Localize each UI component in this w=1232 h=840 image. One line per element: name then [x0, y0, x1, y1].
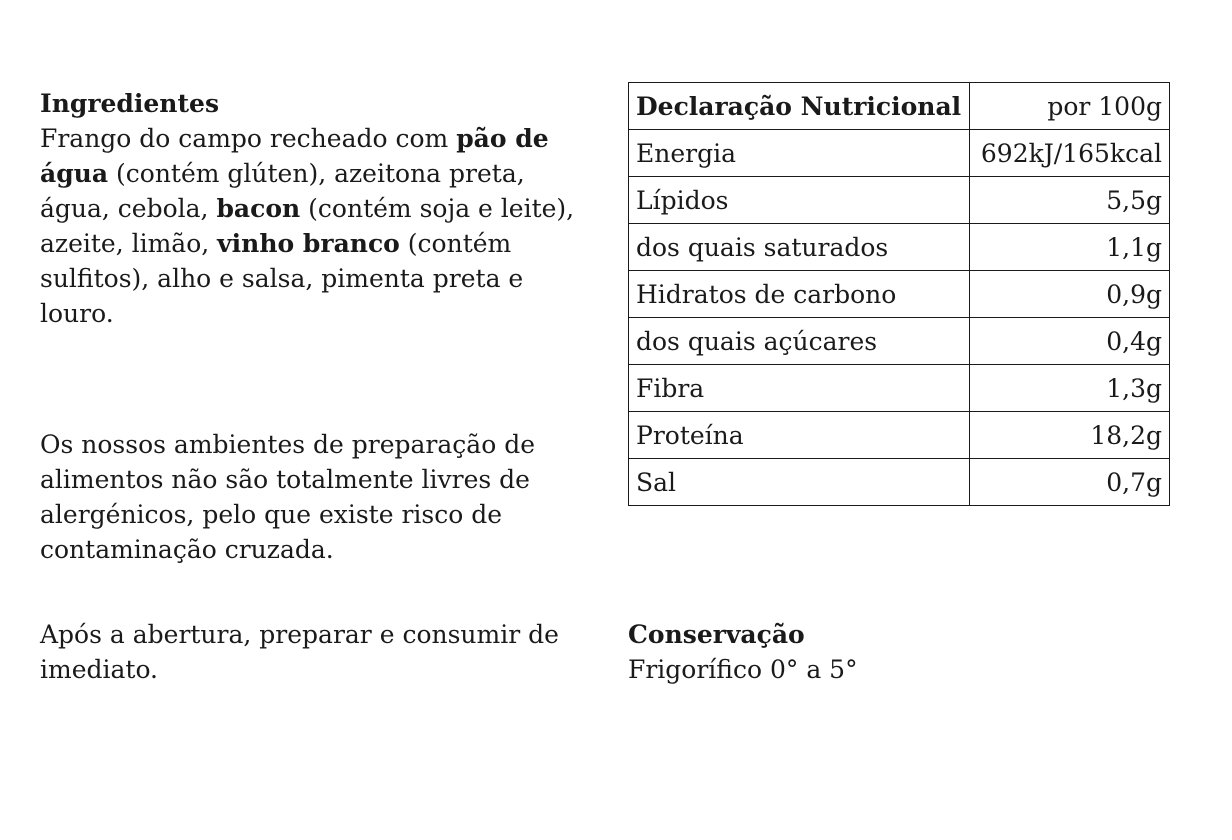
nutrient-value: 5,5g	[970, 177, 1170, 224]
nutrition-row	[629, 365, 1170, 412]
nutrition-table	[628, 82, 1170, 506]
opening-note: Após a abertura, preparar e consumir de imediato.	[40, 620, 559, 684]
nutrition-row	[629, 459, 1170, 506]
nutrient-label: dos quais açúcares	[629, 318, 970, 365]
nutrition-row	[629, 177, 1170, 224]
allergen-highlight: vinho branco	[217, 229, 400, 258]
nutrition-row	[629, 412, 1170, 459]
nutrition-row	[629, 224, 1170, 271]
nutrition-row	[629, 318, 1170, 365]
nutrient-value: 0,4g	[970, 318, 1170, 365]
nutrient-label: Fibra	[629, 365, 970, 412]
allergen-highlight: bacon	[216, 194, 301, 223]
allergen-highlight: pão de água	[40, 124, 549, 188]
nutrition-header-row	[629, 83, 1170, 130]
nutrition-header-label: Declaração Nutricional	[629, 83, 970, 130]
nutrient-value: 0,7g	[970, 459, 1170, 506]
nutrient-label: dos quais saturados	[629, 224, 970, 271]
ingredients-heading: Ingredientes	[40, 89, 220, 118]
nutrient-label: Proteína	[629, 412, 970, 459]
nutrition-row	[629, 271, 1170, 318]
nutrient-label: Lípidos	[629, 177, 970, 224]
conservation-text: Frigorífico 0° a 5°	[628, 655, 858, 684]
conservation-heading: Conservação	[628, 620, 805, 649]
nutrient-value: 1,1g	[970, 224, 1170, 271]
nutrient-value: 1,3g	[970, 365, 1170, 412]
nutrition-row	[629, 130, 1170, 177]
ingredients-text	[40, 124, 574, 328]
ingredients-section	[40, 86, 600, 331]
ingredient-segment: (contém glúten), azeitona preta, água, cebola,	[40, 159, 525, 223]
nutrient-label: Hidratos de carbono	[629, 271, 970, 318]
nutrient-value: 18,2g	[970, 412, 1170, 459]
ingredient-segment: Frango do campo recheado com	[40, 124, 457, 153]
conservation-section	[628, 617, 1188, 687]
allergen-note: Os nossos ambientes de preparação de alimentos não são totalmente livres de alergénicos, pelo que existe risco de contaminação cruzada.	[40, 430, 535, 564]
ingredient-segment: (contém sulfitos), alho e salsa, pimenta preta e louro.	[40, 229, 524, 328]
nutrient-label: Energia	[629, 130, 970, 177]
nutrient-label: Sal	[629, 459, 970, 506]
nutrient-value: 692kJ/165kcal	[970, 130, 1170, 177]
nutrition-header-value: por 100g	[970, 83, 1170, 130]
nutrient-value: 0,9g	[970, 271, 1170, 318]
ingredient-segment: (contém soja e leite), azeite, limão,	[40, 194, 575, 258]
